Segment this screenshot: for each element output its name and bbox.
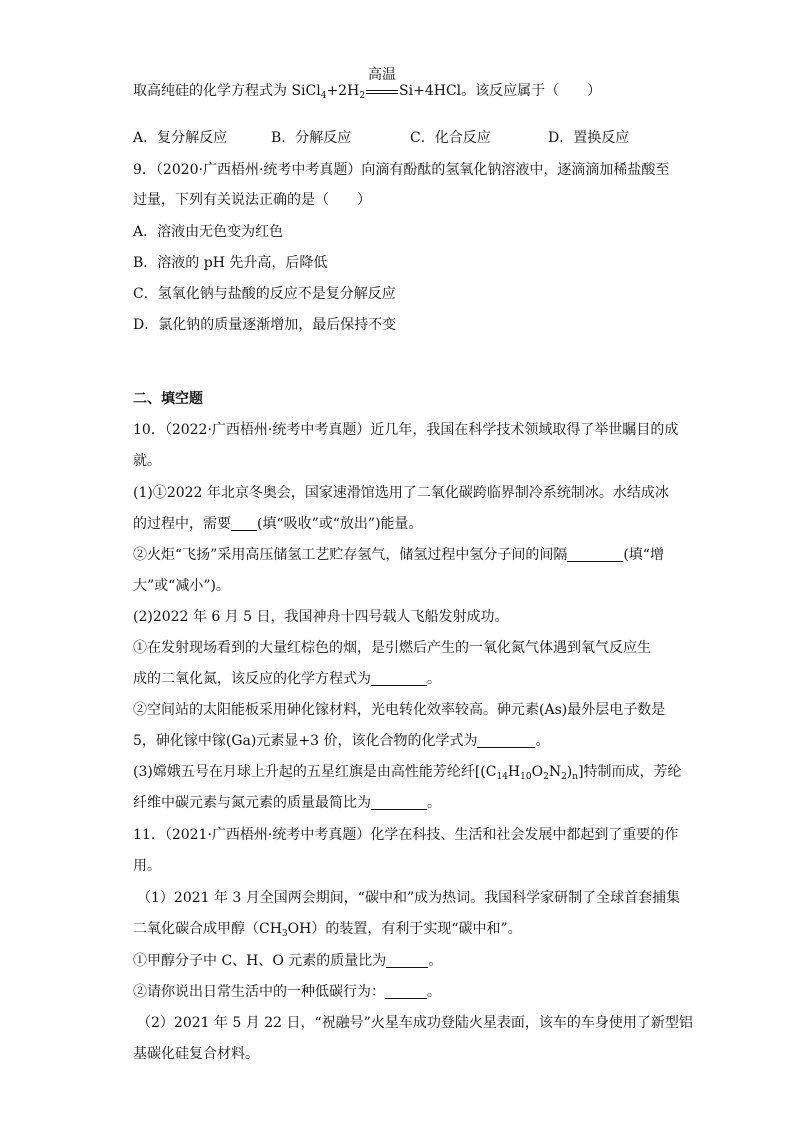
answer-blank[interactable] — [386, 953, 428, 968]
q10-line11-text: 5，砷化镓中镓(Ga)元素显+3 价，该化合物的化学式为 — [133, 733, 478, 749]
q9-option-d: D．氯化钠的质量逐渐增加，最后保持不变 — [133, 317, 397, 333]
q10-line11 — [133, 731, 549, 751]
q9-option-a: A．溶液由无色变为红色 — [133, 224, 284, 240]
q11-line8: 基碳化硅复合材料。 — [133, 1046, 259, 1062]
formula-part: H — [507, 764, 521, 780]
formula-sub: 2 — [543, 772, 549, 782]
q8-text-plus: +2H — [326, 83, 360, 99]
q10-line7: (2)2022 年 6 月 5 日，我国神舟十四号载人飞船发射成功。 — [133, 609, 509, 625]
q10-line10: ②空间站的太阳能板采用砷化镓材料，光电转化效率较高。砷元素(As)最外层电子数是 — [133, 702, 666, 718]
q10-line9-tail: 。 — [427, 671, 441, 687]
q9-option-b: B．溶液的 pH 先升高，后降低 — [133, 255, 328, 271]
q10-line5-tail: (填“增 — [623, 547, 664, 563]
q8-equation-line — [133, 67, 602, 101]
answer-blank[interactable] — [385, 984, 427, 999]
q9-option-c: C．氢氧化钠与盐酸的反应不是复分解反应 — [133, 286, 396, 302]
q11-line6 — [133, 982, 441, 1002]
q8-text-post: Si+4HCl。该反应属于（ ） — [399, 83, 602, 99]
q11-line4-tail: OH）的装置，有利于实现“碳中和”。 — [287, 921, 522, 937]
formula-sub: n — [572, 772, 579, 782]
reaction-arrow — [365, 67, 399, 101]
formula-sub: 14 — [496, 772, 508, 782]
q11-line4-text: 二氧化碳合成甲醇（CH — [133, 921, 282, 937]
q8-sub4: 4 — [320, 91, 327, 101]
q10-line4-text: 的过程中，需要 — [133, 516, 231, 532]
reaction-condition: 高温 — [368, 67, 397, 83]
q11-line3: （1）2021 年 3 月全国两会期间，“碳中和”成为热词。我国科学家研制了全球首套捕集 — [137, 890, 681, 906]
q11-line5-tail: 。 — [428, 953, 443, 969]
q10-line5-text: ②火炬“飞扬”采用高压储氢工艺贮存氢气，储氢过程中氢分子间的间隔 — [133, 547, 568, 563]
q8-option-d: D．置换反应 — [548, 130, 630, 146]
formula-part: N — [548, 764, 562, 780]
q10-line12 — [133, 762, 682, 782]
q10-line3: (1)①2022 年北京冬奥会，国家速滑馆选用了二氧化碳跨临界制冷系统制冰。水结成冰 — [133, 485, 669, 501]
q10-line2: 就。 — [133, 453, 161, 469]
q11-line7: （2）2021 年 5 月 22 日，“祝融号”火星车成功登陆火星表面，该车的车身使用了新型铝 — [137, 1015, 693, 1031]
formula-sub: 2 — [561, 772, 567, 782]
q11-line4 — [133, 919, 522, 939]
q10-line8: ①在发射现场看到的大量红棕色的烟，是引燃后产生的一氧化氮气体遇到氧气反应生 — [133, 640, 651, 656]
formula-part: O — [531, 764, 544, 780]
answer-blank[interactable] — [231, 516, 257, 531]
q8-option-a: A．复分解反应 — [133, 130, 228, 146]
q10-line4 — [133, 514, 423, 534]
q8-option-b: B．分解反应 — [271, 130, 352, 146]
formula-part: ) — [566, 764, 573, 780]
q10-line1: 10．（2022·广西梧州·统考中考真题）近几年，我国在科学技术领域取得了举世瞩目的成 — [133, 422, 679, 438]
q10-line11-tail: 。 — [535, 733, 550, 749]
q10-line13-tail: 。 — [427, 795, 441, 811]
q8-sub2: 2 — [359, 91, 366, 101]
answer-blank[interactable] — [477, 733, 535, 748]
q10-line4-tail: (填“吸收”或“放出”)能量。 — [257, 516, 423, 532]
q10-line12-tail: ]特制而成，芳纶 — [578, 764, 682, 780]
answer-blank[interactable] — [371, 795, 427, 810]
q11-line5 — [133, 951, 442, 971]
q8-option-c: C．化合反应 — [410, 130, 491, 146]
q11-line2: 用。 — [133, 858, 161, 874]
q11-line1: 11．（2021·广西梧州·统考中考真题）化学在科技、生活和社会发展中都起到了重要的作 — [133, 827, 679, 843]
q9-stem-line2: 过量，下列有关说法正确的是（ ） — [133, 192, 371, 208]
q11-line6-tail: 。 — [427, 984, 441, 1000]
q11-line5-text: ①甲醇分子中 C、H、O 元素的质量比为 — [133, 953, 387, 969]
q10-line9-text: 成的二氧化氮，该反应的化学方程式为 — [133, 671, 371, 687]
q8-text-pre: 取高纯硅的化学方程式为 SiCl — [133, 83, 321, 99]
formula-sub: 3 — [281, 929, 288, 939]
q10-line5 — [133, 545, 664, 565]
answer-blank[interactable] — [567, 547, 623, 562]
q10-line12-text: (3)嫦娥五号在月球上升起的五星红旗是由高性能芳纶纤[(C — [133, 764, 497, 780]
q9-stem-line1: 9．（2020·广西梧州·统考中考真题）向滴有酚酞的氢氧化钠溶液中，逐滴滴加稀盐酸至 — [133, 162, 670, 178]
formula-sub: 10 — [520, 772, 532, 782]
section-title: 二、填空题 — [133, 391, 203, 407]
q10-line13-text: 纤维中碳元素与氮元素的质量最简比为 — [133, 795, 371, 811]
answer-blank[interactable] — [371, 671, 427, 686]
q10-line9 — [133, 669, 441, 689]
q11-line6-text: ②请你说出日常生活中的一种低碳行为： — [133, 984, 385, 1000]
q10-line6: 大”或“减小”)。 — [133, 578, 230, 594]
q10-line13 — [133, 793, 441, 813]
